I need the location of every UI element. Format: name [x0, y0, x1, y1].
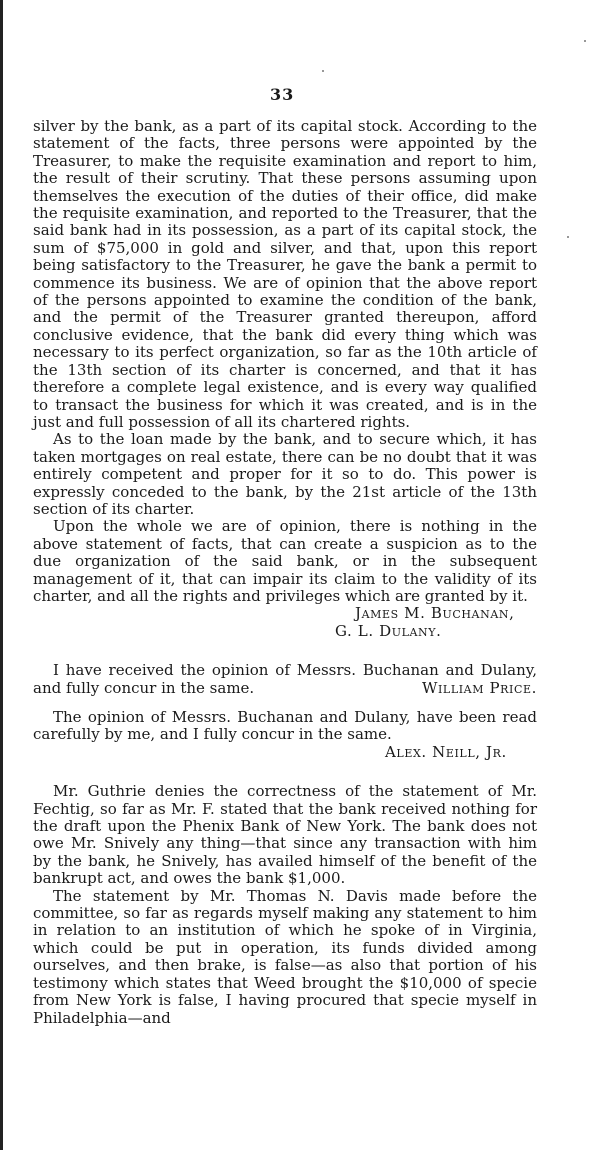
scan-speck — [584, 40, 586, 42]
signature-dulany: G. L. Dulany. — [335, 621, 442, 640]
paragraph-continued: silver by the bank, as a part of its capital stock. According to the statement of the facts, three persons were appointed by the Treasurer, to make the requisite examination and report to him, the result of their scrutiny. That these persons assuming upon themselves the execution of the duties of their office, did make the requisite examination, and reported to the Treasurer, that the said bank had in its possession, as a part of its capital stock, the sum of $75,000 in gold and silver, and that, upon this report being satisfactory to the Treasurer, he gave the bank a permit to commence its business. We are of opinion that the above report of the persons appointed to examine the condition of the bank, and the permit of the Treasurer granted thereupon, afford conclusive evidence, that the bank did every thing which was necessary to its perfect organization, so far as the 10th article of the 13th section of its charter is concerned, and that it has therefore a complete legal existence, and is every way qualified to transact the business for which it was created, and is in the just and full possession of all its chartered rights. — [33, 117, 537, 431]
paragraph-loan: As to the loan made by the bank, and to secure which, it has taken mortgages on real estate, there can be no doubt that it was entirely competent and proper for it so to do. This power is expressly conceded to the bank, by the 21st article of the 13th section of its charter. — [33, 430, 537, 518]
scan-speck — [322, 70, 324, 72]
signature-buchanan: James M. Buchanan, — [355, 604, 515, 623]
scan-speck — [567, 236, 569, 238]
price-concurrence-text: I have received the opinion of Messrs. Buchanan and Dulany, and fully concur in the same. — [33, 661, 537, 697]
paragraph-davis: The statement by Mr. Thomas N. Davis made before the committee, so far as regards myself making any statement to him in relation to an institution of which he spoke of in Virginia, which could be put in operation, its funds divided among ourselves, and then brake, is false—as also that portion of his testimony which states that Weed brought the $10,000 of specie from New York is false, I having procured that specie myself in Philadelphia—and — [33, 886, 537, 1027]
page-body — [33, 118, 537, 1027]
paragraph-price-concurrence — [33, 662, 537, 697]
signature-neill: Alex. Neill, Jr. — [385, 742, 507, 761]
paragraph-guthrie: Mr. Guthrie denies the correctness of the statement of Mr. Fechtig, so far as Mr. F. stated that the bank received nothing for the draft upon the Phenix Bank of New York. The bank does not owe Mr. Snively any thing—that since any transaction with him by the bank, he Snively, has availed himself of the benefit of the bankrupt act, and owes the bank $1,000. — [33, 782, 537, 888]
signature-price: William Price. — [421, 678, 537, 697]
paragraph-conclusion: Upon the whole we are of opinion, there is nothing in the above statement of facts, that can create a suspicion as to the due organization of the said bank, or in the subsequent management of it, that can impair its claim to the validity of its charter, and all the rights and privileges which are granted by it. — [33, 517, 537, 605]
scan-left-edge — [0, 0, 3, 1150]
paragraph-neill-concurrence: The opinion of Messrs. Buchanan and Dulany, have been read carefully by me, and I fully concur in the same. — [33, 708, 537, 744]
page-number: 33 — [270, 85, 295, 104]
